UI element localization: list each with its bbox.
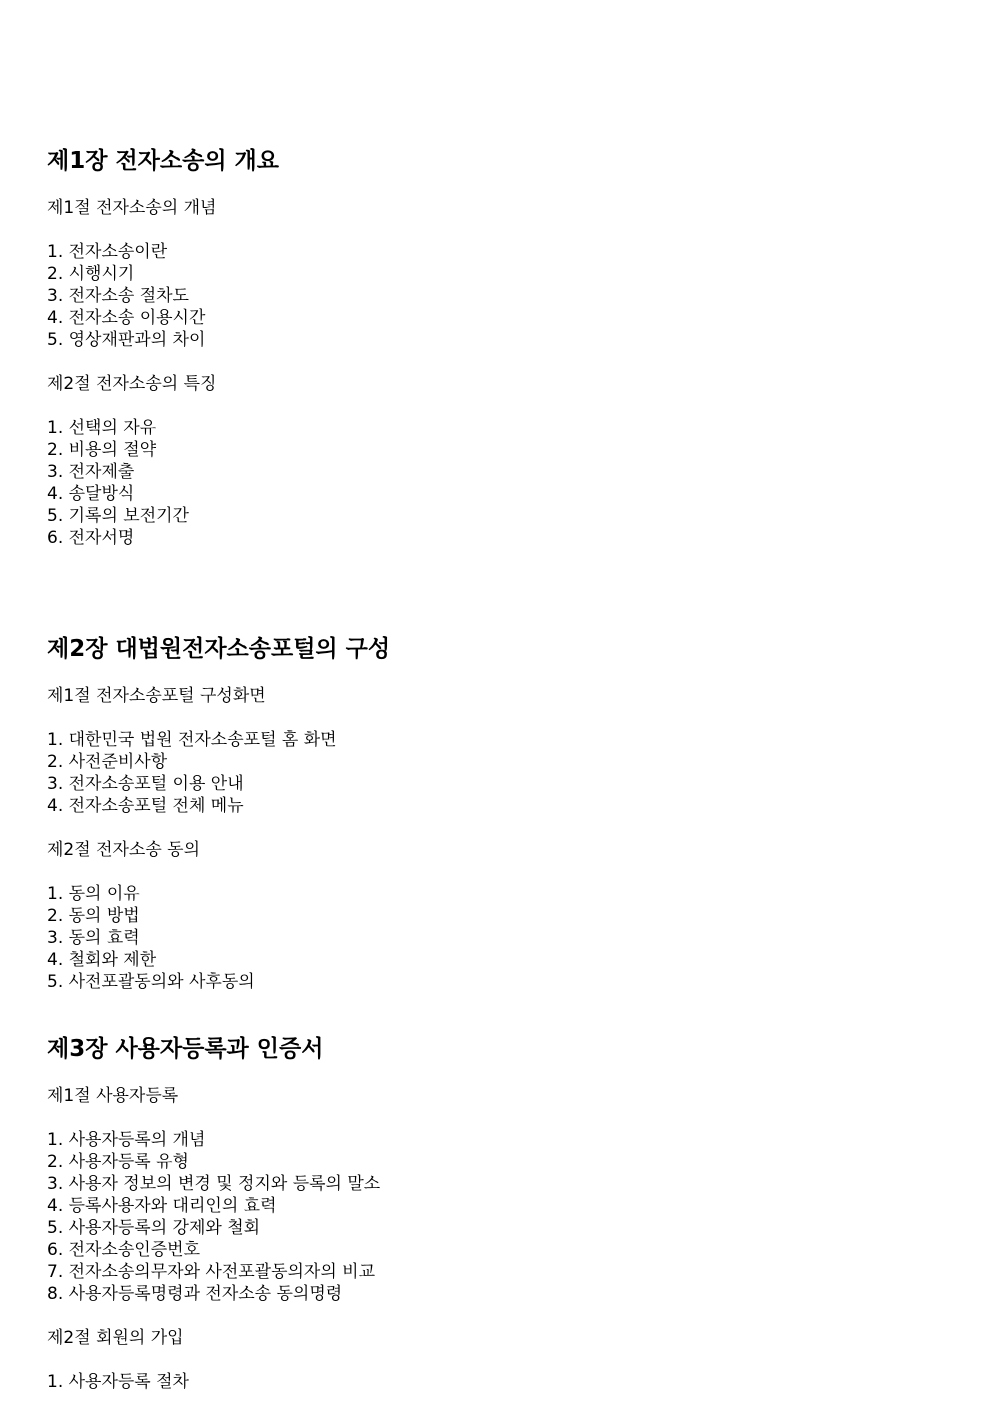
section-item-list	[47, 729, 337, 817]
list-item: 3. 사용자 정보의 변경 및 정지와 등록의 말소	[47, 1174, 381, 1194]
list-item: 1. 사용자등록의 개념	[47, 1130, 206, 1150]
section-item-list	[47, 417, 189, 549]
list-item: 5. 영상재판과의 차이	[47, 330, 206, 350]
chapter-title: 제1장 전자소송의 개요	[47, 148, 279, 174]
chapter-title: 제2장 대법원전자소송포털의 구성	[47, 636, 391, 662]
list-item: 7. 전자소송의무자와 사전포괄동의자의 비교	[47, 1262, 376, 1282]
list-item: 3. 전자제출	[47, 462, 135, 482]
list-item: 1. 동의 이유	[47, 884, 140, 904]
list-item: 2. 사전준비사항	[47, 752, 168, 772]
list-item: 2. 사용자등록 유형	[47, 1152, 189, 1172]
section-item-list	[47, 883, 255, 993]
section-title: 제1절 전자소송의 개념	[47, 198, 217, 218]
list-item: 1. 전자소송이란	[47, 242, 168, 262]
list-item: 6. 전자서명	[47, 528, 135, 548]
section-item-list	[47, 1129, 380, 1305]
section-item-list	[47, 1371, 189, 1393]
list-item: 6. 전자소송인증번호	[47, 1240, 200, 1260]
section-title: 제2절 전자소송의 특징	[47, 374, 217, 394]
list-item: 3. 전자소송포털 이용 안내	[47, 774, 244, 794]
list-item: 1. 대한민국 법원 전자소송포털 홈 화면	[47, 730, 337, 750]
list-item: 4. 전자소송포털 전체 메뉴	[47, 796, 244, 816]
list-item: 2. 시행시기	[47, 264, 135, 284]
section-title: 제1절 전자소송포털 구성화면	[47, 686, 266, 706]
list-item: 1. 선택의 자유	[47, 418, 157, 438]
list-item: 1. 사용자등록 절차	[47, 1372, 189, 1392]
list-item: 2. 동의 방법	[47, 906, 140, 926]
list-item: 4. 등록사용자와 대리인의 효력	[47, 1196, 277, 1216]
chapter-title: 제3장 사용자등록과 인증서	[47, 1036, 324, 1062]
list-item: 5. 사전포괄동의와 사후동의	[47, 972, 255, 992]
section-item-list	[47, 241, 205, 351]
list-item: 2. 비용의 절약	[47, 440, 157, 460]
list-item: 4. 철회와 제한	[47, 950, 157, 970]
list-item: 3. 전자소송 절차도	[47, 286, 189, 306]
list-item: 3. 동의 효력	[47, 928, 140, 948]
list-item: 5. 사용자등록의 강제와 철회	[47, 1218, 261, 1238]
list-item: 5. 기록의 보전기간	[47, 506, 189, 526]
list-item: 8. 사용자등록명령과 전자소송 동의명령	[47, 1284, 343, 1304]
list-item: 4. 전자소송 이용시간	[47, 308, 206, 328]
section-title: 제2절 회원의 가입	[47, 1328, 184, 1348]
list-item: 4. 송달방식	[47, 484, 135, 504]
section-title: 제1절 사용자등록	[47, 1086, 179, 1106]
section-title: 제2절 전자소송 동의	[47, 840, 200, 860]
